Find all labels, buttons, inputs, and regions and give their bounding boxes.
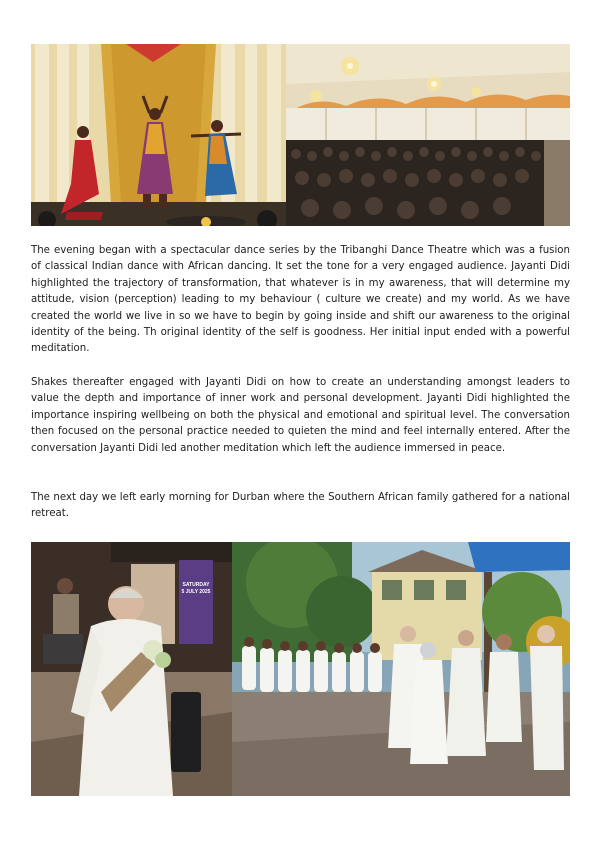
dance-performance-photo [31, 44, 286, 226]
event-poster [179, 582, 213, 596]
durban-paragraph: The next day we left early morning for Durban where the Southern African family gathered for a national retreat. [31, 492, 570, 520]
intro-paragraph: The evening began with a spectacular dance series by the Tribanghi Dance Theatre which was a fusion of classical Indian dance with African dancing. It set the tone for a very engaged audience. Jayanti Didi highlighted the trajectory of transformation, that whatever is in my awareness, that will determine my attitude, vision (perception) leading to my behaviour ( culture we create) and my world. As we have created the world we live in so we have to begin by going inside and shift our awareness to the original identity of the being. Th original identity of the self is goodness. Her initial input ended with a powerful meditation. [31, 245, 570, 355]
audience-hall-photo [286, 44, 570, 226]
conversation-paragraph: Shakes thereafter engaged with Jayanti Didi on how to create an understanding amongst leaders to value the depth and importance of inner work and personal development. Jayanti Didi highlighted the importance inspiring wellbeing on both the physical and emotional and spiritual level. The conversation then focused on the personal practice needed to quieten the mind and feel internally entered. After the conversation Jayanti Didi led another meditation which left the audience immersed in peace. [31, 377, 570, 454]
retreat-gathering-photo [232, 542, 570, 796]
poster-day: SATURDAY [182, 582, 210, 588]
airport-arrival-photo [31, 542, 232, 796]
poster-date: 5 JULY 2025 [181, 589, 211, 595]
